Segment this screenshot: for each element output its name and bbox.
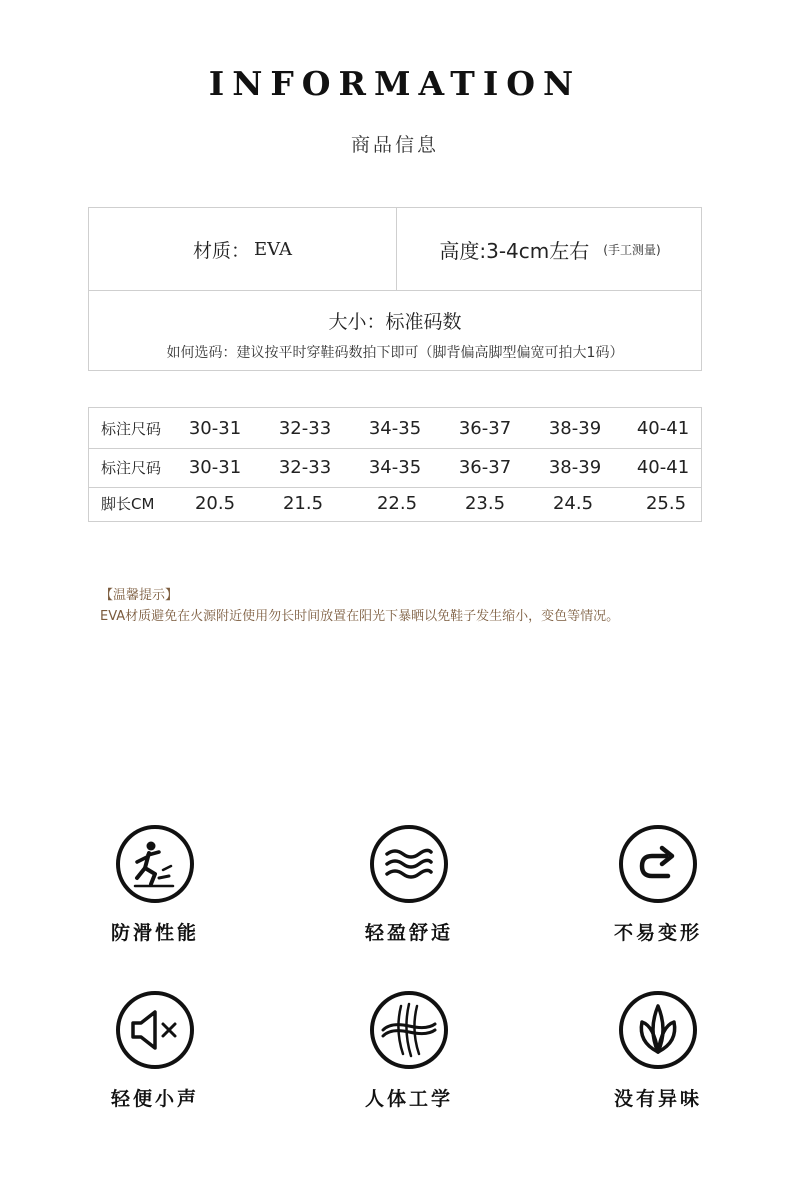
- feature-label: 人体工学: [364, 1088, 453, 1110]
- material-value: EVA: [254, 238, 292, 260]
- height-value: 3-4cm左右: [486, 238, 590, 263]
- height-label: 高度:: [439, 238, 487, 263]
- height-cell: [397, 208, 703, 290]
- material-label: 材质：: [193, 239, 251, 262]
- table-row: [89, 410, 701, 449]
- size-tip: 如何选码：建议按平时穿鞋码数拍下即可（脚背偏高脚型偏宽可拍大1码）: [166, 345, 624, 361]
- table-cell: 25.5: [645, 493, 687, 514]
- material-cell: [89, 208, 397, 290]
- feature-quiet: [65, 990, 245, 1111]
- feature-label: 轻便小声: [110, 1088, 199, 1110]
- feature-shape-retention: [568, 824, 748, 945]
- table-cell: 38-39: [548, 418, 602, 439]
- table-row: [89, 449, 701, 488]
- feature-label: 防滑性能: [110, 922, 199, 944]
- table-row: [89, 487, 701, 521]
- feature-no-odor: [568, 990, 748, 1111]
- table-cell: 36-37: [458, 457, 512, 478]
- feature-label: 不易变形: [613, 922, 702, 944]
- size-label: 大小：: [328, 311, 386, 333]
- table-cell: 40-41: [636, 418, 690, 439]
- feature-ergonomics: [319, 990, 499, 1111]
- row-label: 脚长CM: [101, 495, 155, 513]
- table-cell: 38-39: [548, 457, 602, 478]
- row-label: 标注尺码: [101, 420, 162, 438]
- height-note: (手工测量): [603, 242, 661, 257]
- feature-anti-slip: [65, 824, 245, 945]
- table-cell: 34-35: [368, 457, 422, 478]
- size-line: [89, 307, 701, 334]
- table-cell: 32-33: [278, 457, 332, 478]
- ergonomic-sole-icon: [369, 990, 449, 1070]
- table-cell: 23.5: [464, 493, 506, 514]
- table-cell: 36-37: [458, 418, 512, 439]
- table-cell: 34-35: [368, 418, 422, 439]
- info-row-material-height: [89, 208, 701, 291]
- table-cell: 24.5: [552, 493, 594, 514]
- feature-label: 轻盈舒适: [364, 922, 453, 944]
- size-value: 标准码数: [385, 311, 462, 333]
- mute-speaker-icon: [115, 990, 195, 1070]
- feature-comfort: [319, 824, 499, 945]
- table-cell: 30-31: [188, 418, 242, 439]
- page-subtitle: 商品信息: [350, 134, 439, 156]
- table-cell: 40-41: [636, 457, 690, 478]
- feature-label: 没有异味: [613, 1088, 702, 1110]
- table-cell: 21.5: [282, 493, 324, 514]
- table-cell: 30-31: [188, 457, 242, 478]
- warm-tip-text: EVA材质避免在火源附近使用勿长时间放置在阳光下暴晒以免鞋子发生缩小，变色等情况。: [100, 609, 620, 624]
- size-table: [88, 407, 702, 522]
- leaf-icon: [618, 990, 698, 1070]
- table-cell: 32-33: [278, 418, 332, 439]
- table-cell: 20.5: [194, 493, 236, 514]
- row-label: 标注尺码: [101, 459, 162, 477]
- anti-slip-icon: [115, 824, 195, 904]
- waves-icon: [369, 824, 449, 904]
- info-row-size: [89, 290, 701, 370]
- product-info-box: [88, 207, 702, 371]
- return-arrow-icon: [618, 824, 698, 904]
- page-title: INFORMATION: [208, 64, 582, 103]
- warm-tip-title: 【温馨提示】: [100, 588, 179, 603]
- table-cell: 22.5: [376, 493, 418, 514]
